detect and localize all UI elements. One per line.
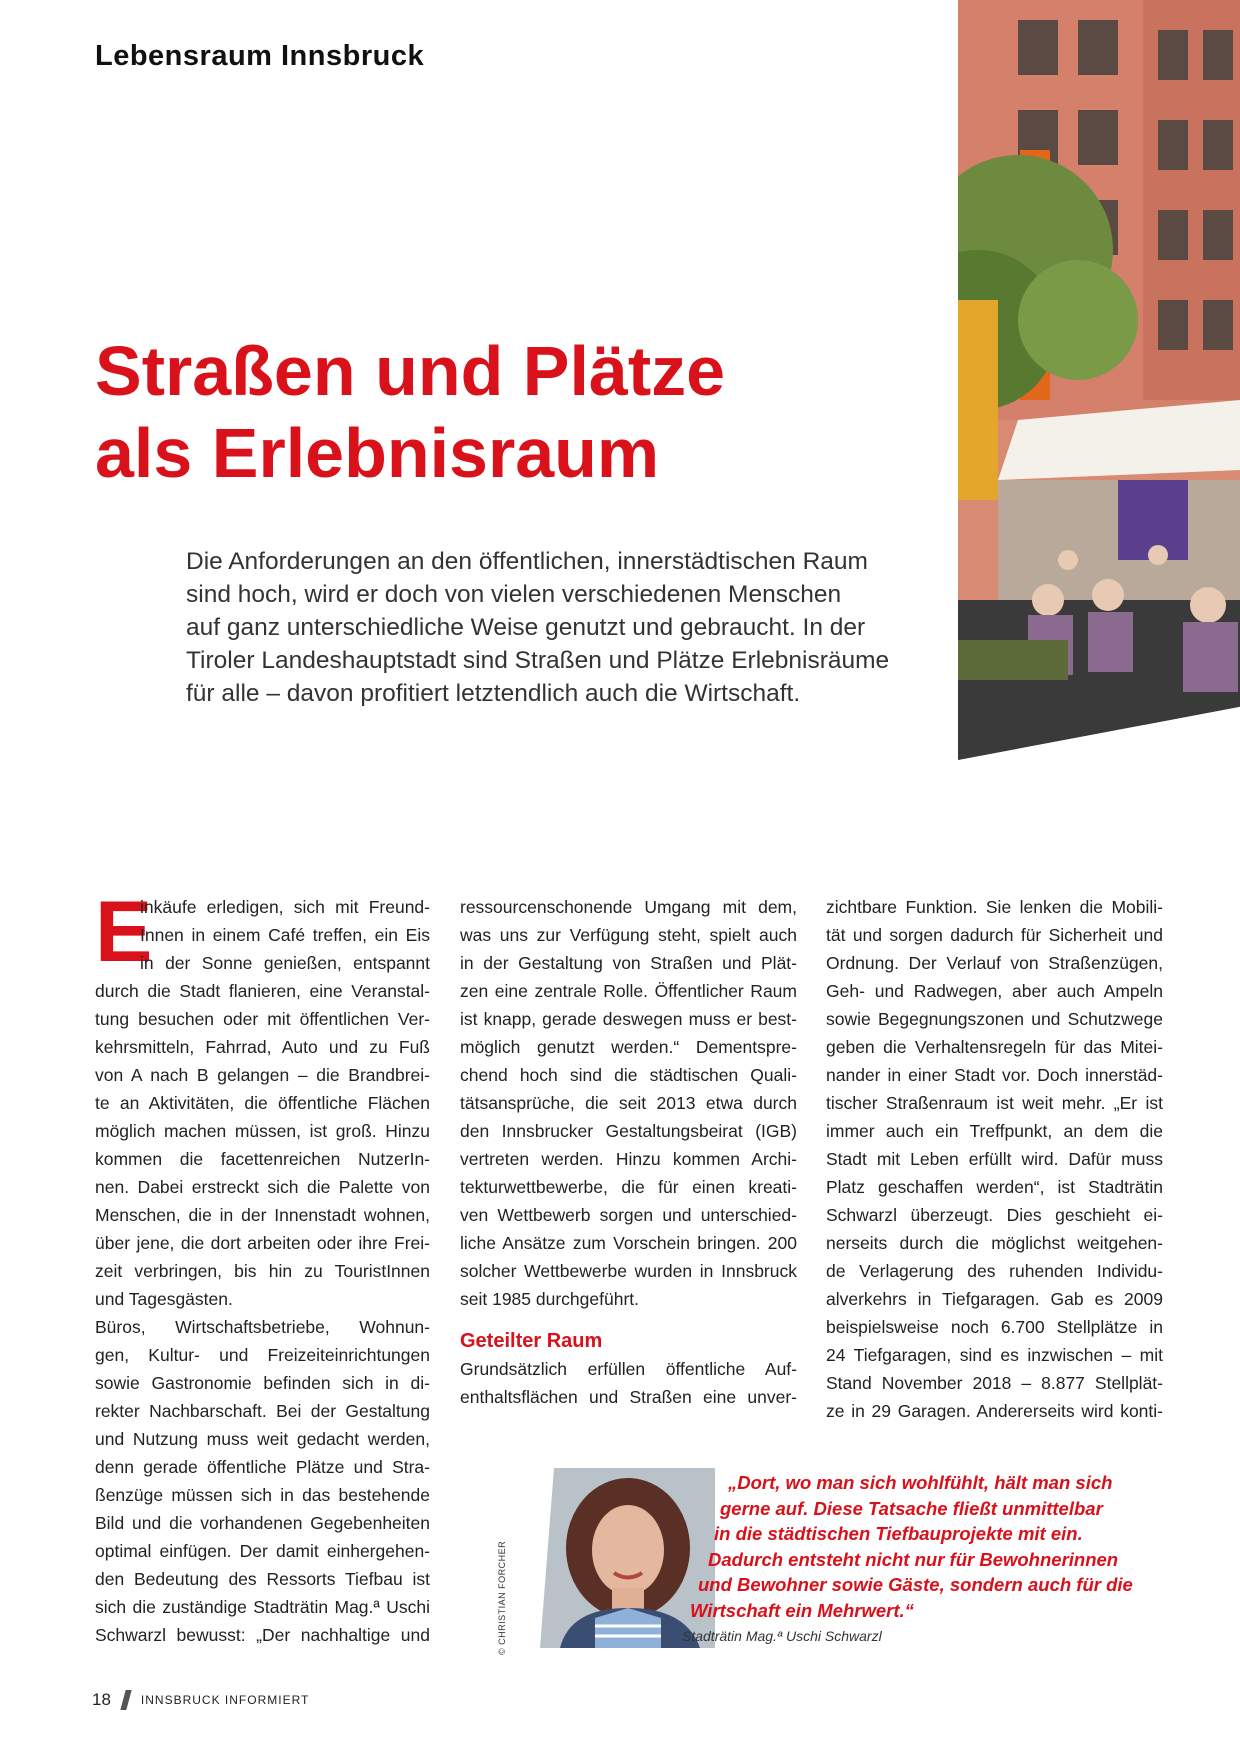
text-line: ressourcenschonende Umgang mit dem, <box>460 897 797 917</box>
text-line: immer auch ein Treffpunkt, an dem die <box>826 1121 1163 1141</box>
page-number: 18 <box>92 1690 111 1709</box>
text-line: Platz geschaffen werden“, ist Stadträtin <box>826 1177 1163 1197</box>
text-line: tung besuchen oder mit öffentlichen Ver- <box>95 1009 430 1029</box>
slash-divider-icon <box>120 1690 131 1710</box>
text-line: te an Aktivitäten, die öffentliche Flächen <box>95 1093 430 1113</box>
text-line: sich die zuständige Stadträtin Mag.ª Uschi <box>95 1597 430 1617</box>
text-line: zichtbare Funktion. Sie lenken die Mobili- <box>826 897 1163 917</box>
text-line: solcher Wettbewerbe wurden in Innsbruck <box>460 1261 797 1281</box>
lead-line: für alle – davon profitiert letztendlich auch die Wirtschaft. <box>186 680 801 707</box>
text-line: den Bedeutung des Ressorts Tiefbau ist <box>95 1569 430 1589</box>
text-line: nen. Dabei erstreckt sich die Palette von <box>95 1177 430 1197</box>
text-line: inkäufe erledigen, sich mit Freund- <box>140 897 430 917</box>
text-line: und Nutzung muss weit gedacht werden, <box>95 1429 430 1449</box>
text-line: geben die Verhaltensregeln für das Mitei- <box>826 1037 1163 1057</box>
text-line: alverkehrs in Tiefgaragen. Gab es 2009 <box>826 1289 1163 1309</box>
text-line: chend hoch sind die städtischen Quali- <box>460 1065 797 1085</box>
text-line: ze in 29 Garagen. Andererseits wird konti- <box>826 1401 1163 1421</box>
text-line: kehrsmitteln, Fahrrad, Auto und zu Fuß <box>95 1037 430 1057</box>
text-line: ist knapp, gerade deswegen muss er best- <box>460 1009 797 1029</box>
headline <box>95 330 915 494</box>
text-line: durch die Stadt flanieren, eine Veranstal- <box>95 981 430 1001</box>
text-line: 24 Tiefgaragen, sind es inzwischen – mit <box>826 1345 1163 1365</box>
text-line: vertreten werden. Hinzu kommen Archi- <box>460 1149 797 1169</box>
article-column-3 <box>826 893 1163 1425</box>
text-line: liche Ansätze zum Vorschein bringen. 200 <box>460 1233 797 1253</box>
text-line: Büros, Wirtschaftsbetriebe, Wohnun- <box>95 1317 430 1337</box>
article-column-1 <box>95 884 430 1649</box>
text-line: nander in einer Stadt vor. Doch innerstäd- <box>826 1065 1163 1085</box>
text-line: den Innsbrucker Gestaltungsbeirat (IGB) <box>460 1121 797 1141</box>
text-line: Ordnung. Der Verlauf von Straßenzügen, <box>826 953 1163 973</box>
lead-line: Die Anforderungen an den öffentlichen, innerstädtischen Raum <box>186 548 868 575</box>
text-line: Schwarzl bewusst: „Der nachhaltige und <box>95 1625 430 1645</box>
text-line: ßenzüge müssen sich in das bestehende <box>95 1485 430 1505</box>
photo-credit: © CHRISTIAN FORCHER <box>497 1540 507 1655</box>
publication-name: INNSBRUCK INFORMIERT <box>140 1693 310 1707</box>
text-line: beispielsweise noch 6.700 Stellplätze in <box>826 1317 1163 1337</box>
lead-paragraph <box>186 545 906 710</box>
text-line: de Verlagerung des ruhenden Individu- <box>826 1261 1163 1281</box>
page-footer <box>92 1690 309 1710</box>
text-line: nerseits durch die möglichst weitgehen- <box>826 1233 1163 1253</box>
text-line: möglich genutzt werden.“ Dementspre- <box>460 1037 797 1057</box>
street-cafe-photo <box>958 0 1240 760</box>
text-line: in der Gestaltung von Straßen und Plät- <box>460 953 797 973</box>
text-line: sowie Begegnungszonen und Schutzwege <box>826 1009 1163 1029</box>
text-line: Grundsätzlich erfüllen öffentliche Auf- <box>460 1359 797 1379</box>
text-line: Stadt mit Leben erfüllt wird. Dafür muss <box>826 1149 1163 1169</box>
quote-line: in die städtischen Tiefbauprojekte mit ein. <box>714 1523 1083 1544</box>
lead-line: sind hoch, wird er doch von vielen verschiedenen Menschen <box>186 581 842 608</box>
text-line: und Tagesgästen. <box>95 1289 233 1309</box>
text-line: zen eine zentrale Rolle. Öffentlicher Raum <box>460 981 797 1001</box>
text-line: Stand November 2018 – 8.877 Stellplät- <box>826 1373 1163 1393</box>
text-line: tischer Straßenraum ist weit mehr. „Er ist <box>826 1093 1163 1113</box>
pull-quote <box>680 1470 1133 1623</box>
section-title: Lebensraum Innsbruck <box>95 40 425 72</box>
headline-line: Straßen und Plätze <box>95 332 726 410</box>
text-line: sowie Gastronomie befinden sich in di- <box>95 1373 430 1393</box>
quote-line: gerne auf. Diese Tatsache fließt unmittelbar <box>720 1497 1103 1519</box>
drop-cap: E <box>95 884 153 980</box>
text-line: was uns zur Verfügung steht, spielt auch <box>460 925 797 945</box>
text-line: möglich machen müssen, ist groß. Hinzu <box>95 1121 430 1141</box>
text-line: in der Sonne genießen, entspannt <box>140 953 430 973</box>
text-line: rekter Nachbarschaft. Bei der Gestaltung <box>95 1401 430 1421</box>
article-column-2 <box>460 893 797 1411</box>
text-line: Menschen, die in der Innenstadt wohnen, <box>95 1205 430 1225</box>
text-line: ven Wettbewerb sorgen und unterschied- <box>460 1205 797 1225</box>
text-line: denn gerade öffentliche Plätze und Stra- <box>95 1457 430 1477</box>
quote-line: Dadurch entsteht nicht nur für Bewohnerinnen <box>708 1548 1119 1570</box>
text-line: tätsansprüche, die seit 2013 etwa durch <box>460 1093 797 1113</box>
lead-line: Tiroler Landeshauptstadt sind Straßen und Plätze Erlebnisräume <box>186 647 890 674</box>
text-line: tekturwettbewerbe, die für einen kreati- <box>460 1177 797 1197</box>
quote-line: Wirtschaft ein Mehrwert.“ <box>690 1599 914 1621</box>
headline-line: als Erlebnisraum <box>95 414 660 492</box>
quote-line: und Bewohner sowie Gäste, sondern auch für die <box>698 1574 1133 1595</box>
text-line: Schwarzl überzeugt. Dies geschieht ei- <box>826 1205 1163 1225</box>
text-line: von A nach B gelangen – die Brandbrei- <box>95 1065 430 1085</box>
text-line: gen, Kultur- und Freizeiteinrichtungen <box>95 1345 430 1365</box>
text-line: Geh- und Radwegen, aber auch Ampeln <box>826 981 1163 1001</box>
quote-attribution: Stadträtin Mag.ª Uschi Schwarzl <box>682 1628 882 1644</box>
text-line: enthaltsflächen und Straßen eine unver- <box>460 1387 797 1407</box>
text-line: tät und sorgen dadurch für Sicherheit und <box>826 925 1163 945</box>
text-line: zeit verbringen, bis hin zu TouristInnen <box>95 1261 430 1281</box>
photo-illustration <box>958 0 1240 760</box>
text-line: seit 1985 durchgeführt. <box>460 1289 640 1309</box>
lead-line: auf ganz unterschiedliche Weise genutzt und gebraucht. In der <box>186 614 866 641</box>
subheading: Geteilter Raum <box>460 1330 603 1352</box>
text-line: optimal einfügen. Der damit einhergehen- <box>95 1541 430 1561</box>
text-line: Bild und die vorhandenen Gegebenheiten <box>95 1513 430 1533</box>
text-line: Innen in einem Café treffen, ein Eis <box>140 925 430 945</box>
text-line: kommen die facettenreichen NutzerIn- <box>95 1149 430 1169</box>
quote-line: „Dort, wo man sich wohlfühlt, hält man sich <box>728 1472 1113 1493</box>
text-line: über jene, die dort arbeiten oder ihre Frei- <box>95 1233 430 1253</box>
